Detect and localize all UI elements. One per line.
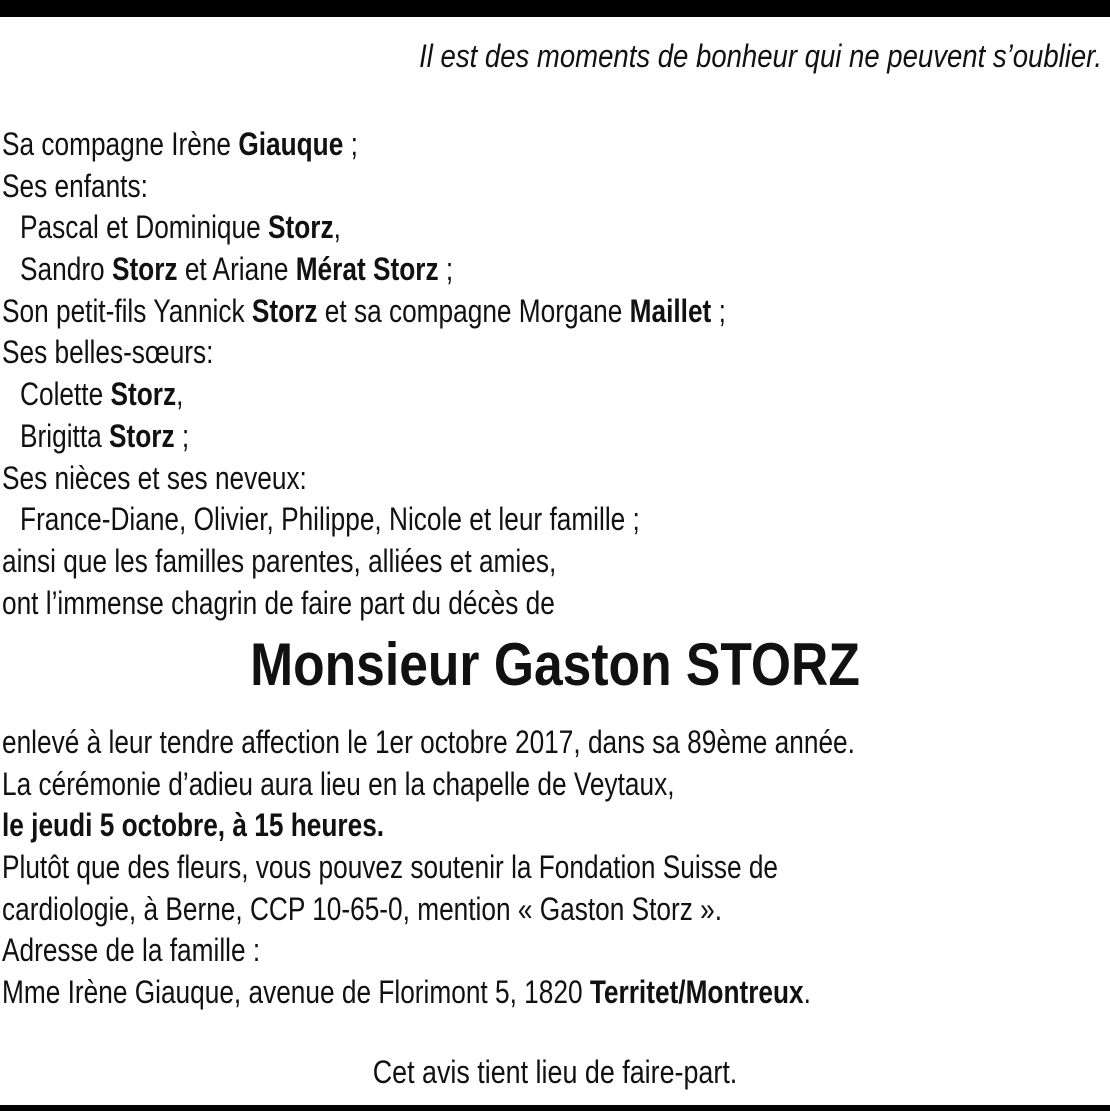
family-line: Sa compagne Irène Giauque ; — [2, 126, 358, 162]
family-line: Brigitta Storz ; — [20, 417, 190, 454]
family-line: Colette Storz, — [20, 376, 184, 413]
deceased-name: Monsieur Gaston STORZ — [250, 631, 860, 698]
detail-line: Plutôt que des fleurs, vous pouvez soutenir la Fondation Suisse de — [2, 849, 779, 886]
family-line: ont l’immense chagrin de faire part du décès de — [2, 584, 555, 621]
family-line: ainsi que les familles parentes, alliées et amies, — [2, 542, 557, 579]
top-rule — [0, 0, 1110, 17]
ceremony-details — [2, 722, 1102, 1014]
family-line: Pascal et Dominique Storz, — [20, 209, 341, 246]
family-line: Ses enfants: — [2, 167, 148, 204]
ceremony-date: le jeudi 5 octobre, à 15 heures. — [2, 807, 385, 844]
bottom-rule — [0, 1105, 1110, 1111]
detail-line: cardiologie, à Berne, CCP 10-65-0, mention « Gaston Storz ». — [2, 890, 723, 927]
detail-line: enlevé à leur tendre affection le 1er octobre 2017, dans sa 89ème année. — [2, 724, 855, 760]
family-line: Ses nièces et ses neveux: — [2, 459, 307, 496]
detail-line: Adresse de la famille : — [2, 932, 261, 969]
family-line: Ses belles-sœurs: — [2, 334, 214, 371]
family-line: France-Diane, Olivier, Philippe, Nicole et leur famille ; — [20, 501, 640, 538]
family-list — [2, 124, 1102, 624]
epigraph: Il est des moments de bonheur qui ne peuvent s’oublier. — [419, 38, 1102, 74]
family-address: Mme Irène Giauque, avenue de Florimont 5, 1820 Territet/Montreux. — [2, 974, 811, 1011]
family-line: Sandro Storz et Ariane Mérat Storz ; — [20, 251, 454, 288]
closing-note: Cet avis tient lieu de faire-part. — [372, 1054, 738, 1090]
detail-line: La cérémonie d’adieu aura lieu en la chapelle de Veytaux, — [2, 765, 675, 802]
family-line: Son petit-fils Yannick Storz et sa compagne Morgane Maillet ; — [2, 292, 726, 329]
